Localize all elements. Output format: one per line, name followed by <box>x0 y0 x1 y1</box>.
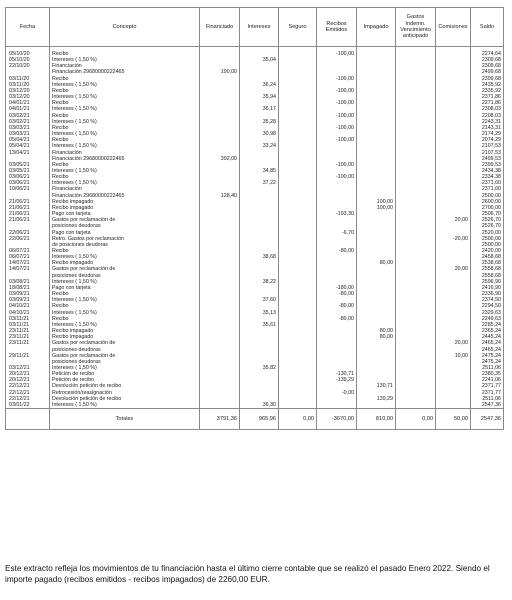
cell-fecha: 03/12/20 <box>6 94 50 100</box>
total-impagado: 810,00 <box>357 409 396 430</box>
cell-saldo: 2475,24 <box>471 353 504 359</box>
cell-seguro <box>279 402 317 409</box>
cell-fecha: 20/12/21 <box>6 377 50 383</box>
totals-label: Totales <box>50 409 200 430</box>
cell-fecha: 03/06/21 <box>6 180 50 186</box>
cell-saldo: 2416,90 <box>471 285 504 291</box>
cell-saldo: 2107,53 <box>471 150 504 156</box>
cell-concepto: Recibo <box>50 248 200 254</box>
cell-impagado <box>357 47 396 58</box>
cell-concepto: Financiación <box>50 150 200 156</box>
cell-financiado <box>200 47 240 58</box>
cell-concepto: Recibo <box>50 137 200 143</box>
cell-concepto: Intereses ( 1,50 %) <box>50 180 200 186</box>
cell-concepto: de posiciones deudoras <box>50 242 200 248</box>
cell-concepto: Financiación 29680000222465 <box>50 69 200 75</box>
cell-fecha: 05/10/20 <box>6 57 50 63</box>
cell-fecha: 22/10/20 <box>6 63 50 69</box>
cell-saldo: 2445,24 <box>471 334 504 340</box>
cell-concepto: Gastos por reclamación de <box>50 353 200 359</box>
cell-saldo: 2434,38 <box>471 168 504 174</box>
cell-saldo: 2500,00 <box>471 242 504 248</box>
cell-concepto: Financiación 29680000222465 <box>50 193 200 199</box>
cell-concepto: Intereses ( 1,50 %) <box>50 82 200 88</box>
cell-gastos <box>396 47 436 58</box>
cell-concepto: Intereses ( 1,50 %) <box>50 254 200 260</box>
cell-concepto: Pago con tarjeta <box>50 211 200 217</box>
cell-financiado: 190,00 <box>200 69 240 75</box>
cell-concepto: Recibo impagado <box>50 199 200 205</box>
cell-saldo: 2074,29 <box>471 137 504 143</box>
cell-intereses: 36,17 <box>240 106 279 112</box>
cell-saldo: 2526,70 <box>471 217 504 223</box>
cell-saldo: 2500,00 <box>471 193 504 199</box>
cell-fecha: 03/02/21 <box>6 113 50 119</box>
cell-saldo: 2600,00 <box>471 199 504 205</box>
cell-fecha: 21/06/21 <box>6 205 50 211</box>
cell-fecha: 03/03/21 <box>6 125 50 131</box>
cell-saldo: 2596,90 <box>471 279 504 285</box>
cell-saldo: 2499,53 <box>471 156 504 162</box>
cell-fecha: 03/11/20 <box>6 76 50 82</box>
cell-fecha: 03/11/21 <box>6 322 50 328</box>
cell-saldo: 2371,60 <box>471 186 504 192</box>
cell-fecha: 29/11/21 <box>6 353 50 359</box>
cell-concepto: Petición de recibo <box>50 377 200 383</box>
cell-fecha: 03/09/21 <box>6 291 50 297</box>
header-seguro: Seguro <box>279 8 317 47</box>
cell-saldo: 2506,70 <box>471 211 504 217</box>
cell-saldo: 2500,00 <box>471 236 504 242</box>
cell-intereses: 30,98 <box>240 131 279 137</box>
cell-fecha: 03/02/21 <box>6 119 50 125</box>
cell-recibos: -100,00 <box>317 162 357 168</box>
cell-comisiones: 20,00 <box>436 217 471 223</box>
cell-gastos <box>396 402 436 409</box>
cell-recibos: -80,00 <box>317 303 357 309</box>
cell-saldo: 2511,06 <box>471 396 504 402</box>
cell-saldo: 2274,64 <box>471 47 504 58</box>
cell-concepto: Financiación <box>50 186 200 192</box>
cell-concepto: Retrocesión/reasignación <box>50 390 200 396</box>
cell-intereses: 37,22 <box>240 180 279 186</box>
table-header-row <box>6 8 504 47</box>
cell-concepto: Recibo <box>50 174 200 180</box>
totals-row <box>6 409 504 430</box>
cell-concepto: Financiación 29680000222465 <box>50 156 200 162</box>
header-recibos-emitidos: Recibos Emitidos <box>317 8 357 47</box>
cell-recibos: -100,00 <box>317 137 357 143</box>
cell-saldo: 2143,31 <box>471 125 504 131</box>
cell-concepto: posiciones deudoras <box>50 273 200 279</box>
cell-saldo: 2294,50 <box>471 303 504 309</box>
cell-saldo: 2371,86 <box>471 94 504 100</box>
cell-comisiones <box>436 47 471 58</box>
cell-concepto: Recibo impagado <box>50 334 200 340</box>
cell-saldo: 2107,53 <box>471 143 504 149</box>
total-saldo: 2547,36 <box>471 409 504 430</box>
cell-saldo: 2558,68 <box>471 266 504 272</box>
cell-recibos: -100,00 <box>317 174 357 180</box>
cell-recibos: -180,00 <box>317 285 357 291</box>
cell-fecha: 05/04/21 <box>6 137 50 143</box>
cell-saldo: 2309,68 <box>471 57 504 63</box>
cell-saldo: 2241,06 <box>471 377 504 383</box>
cell-fecha: 10/06/21 <box>6 186 50 192</box>
cell-saldo: 2465,24 <box>471 340 504 346</box>
cell-intereses: 38,22 <box>240 279 279 285</box>
cell-recibos <box>317 402 357 409</box>
cell-concepto: Intereses ( 1,50 %) <box>50 310 200 316</box>
cell-fecha: 04/01/21 <box>6 106 50 112</box>
cell-fecha: 06/07/21 <box>6 254 50 260</box>
cell-saldo: 2700,00 <box>471 205 504 211</box>
cell-fecha: 22/12/21 <box>6 396 50 402</box>
cell-fecha: 22/12/21 <box>6 390 50 396</box>
cell-concepto: Petición de recibo <box>50 371 200 377</box>
cell-recibos: -130,71 <box>317 371 357 377</box>
cell-saldo: 2271,86 <box>471 100 504 106</box>
cell-recibos: -193,30 <box>317 211 357 217</box>
cell-concepto: Recibo <box>50 303 200 309</box>
cell-recibos: -80,00 <box>317 248 357 254</box>
cell-concepto: Devolución petición de recibo <box>50 396 200 402</box>
cell-concepto: Intereses ( 1,50 %) <box>50 402 200 409</box>
cell-intereses: 36,24 <box>240 82 279 88</box>
cell-recibos: -100,00 <box>317 47 357 58</box>
cell-saldo: 2435,92 <box>471 82 504 88</box>
cell-financiado: 128,40 <box>200 193 240 199</box>
cell-concepto: Intereses ( 1,50 %) <box>50 322 200 328</box>
header-gastos-indemn: Gastos Indemn. Vencimiento anticipado <box>396 8 436 47</box>
cell-saldo: 2465,24 <box>471 347 504 353</box>
cell-concepto: Intereses ( 1,50 %) <box>50 143 200 149</box>
cell-saldo: 2308,03 <box>471 106 504 112</box>
cell-saldo: 2335,92 <box>471 88 504 94</box>
cell-saldo: 2285,24 <box>471 322 504 328</box>
cell-recibos: -139,29 <box>317 377 357 383</box>
cell-intereses: 33,24 <box>240 143 279 149</box>
cell-concepto: Gastos por reclamación de <box>50 266 200 272</box>
cell-concepto: Recibo impagado <box>50 205 200 211</box>
total-intereses: 965,96 <box>240 409 279 430</box>
cell-fecha: 05/10/20 <box>6 47 50 58</box>
table-row <box>6 47 504 58</box>
cell-intereses: 35,61 <box>240 322 279 328</box>
cell-fecha: 22/06/21 <box>6 236 50 242</box>
cell-saldo: 2380,35 <box>471 371 504 377</box>
cell-fecha: 21/06/21 <box>6 211 50 217</box>
cell-fecha: 04/01/21 <box>6 100 50 106</box>
cell-concepto: Gastos por reclamación de <box>50 340 200 346</box>
cell-saldo: 2336,90 <box>471 291 504 297</box>
cell-fecha: 18/08/21 <box>6 285 50 291</box>
cell-intereses <box>240 47 279 58</box>
cell-fecha: 20/12/21 <box>6 371 50 377</box>
cell-fecha: 03/11/21 <box>6 316 50 322</box>
table-row <box>6 402 504 409</box>
cell-saldo: 2547,36 <box>471 402 504 409</box>
cell-fecha: 23/11/21 <box>6 340 50 346</box>
cell-concepto: Intereses ( 1,50 %) <box>50 279 200 285</box>
cell-recibos: -0,00 <box>317 390 357 396</box>
cell-intereses: 37,60 <box>240 297 279 303</box>
footnote: Este extracto refleja los movimientos de tu financiación hasta el último cierre contable que se realizó el pasado Enero 2022. Siendo el importe pagado (recibos emitidos - recibos impagados) de 2260,00 EUR. <box>5 564 490 584</box>
cell-concepto: Recibo <box>50 47 200 58</box>
cell-fecha: 03/12/21 <box>6 365 50 371</box>
cell-financiado <box>200 402 240 409</box>
cell-fecha: 03/06/21 <box>6 174 50 180</box>
cell-fecha: 06/07/21 <box>6 248 50 254</box>
cell-fecha: 03/01/22 <box>6 402 50 409</box>
cell-impagado: 130,71 <box>357 383 396 389</box>
cell-saldo: 2475,24 <box>471 359 504 365</box>
cell-financiado: 392,00 <box>200 156 240 162</box>
cell-saldo: 2520,00 <box>471 230 504 236</box>
cell-recibos: -100,00 <box>317 76 357 82</box>
cell-impagado: 80,00 <box>357 328 396 334</box>
header-impagado: Impagado <box>357 8 396 47</box>
cell-saldo: 2371,77 <box>471 383 504 389</box>
cell-fecha: 03/12/20 <box>6 88 50 94</box>
cell-fecha: 03/08/21 <box>6 279 50 285</box>
cell-saldo: 2458,68 <box>471 254 504 260</box>
total-financiado: 3791,36 <box>200 409 240 430</box>
cell-fecha: 03/05/21 <box>6 168 50 174</box>
cell-saldo: 2511,06 <box>471 365 504 371</box>
cell-concepto: Intereses ( 1,50 %) <box>50 119 200 125</box>
cell-saldo: 2399,53 <box>471 162 504 168</box>
cell-fecha: 23/11/21 <box>6 334 50 340</box>
cell-impagado: 139,29 <box>357 396 396 402</box>
cell-recibos: -80,00 <box>317 316 357 322</box>
cell-concepto: Intereses ( 1,50 %) <box>50 131 200 137</box>
cell-concepto: Intereses ( 1,50 %) <box>50 297 200 303</box>
cell-saldo: 2371,77 <box>471 390 504 396</box>
cell-impagado <box>357 402 396 409</box>
cell-fecha: 14/07/21 <box>6 260 50 266</box>
cell-seguro <box>279 47 317 58</box>
total-comisiones: 50,00 <box>436 409 471 430</box>
cell-saldo: 2374,50 <box>471 297 504 303</box>
cell-concepto: Recibo impagado <box>50 260 200 266</box>
cell-impagado: 80,00 <box>357 260 396 266</box>
cell-fecha: 22/12/21 <box>6 383 50 389</box>
cell-intereses: 35,94 <box>240 94 279 100</box>
cell-recibos: -100,00 <box>317 113 357 119</box>
cell-concepto: Intereses ( 1,50 %) <box>50 57 200 63</box>
cell-concepto: Recibo <box>50 88 200 94</box>
cell-recibos: -100,00 <box>317 100 357 106</box>
cell-recibos: -6,70 <box>317 230 357 236</box>
cell-recibos: -100,00 <box>317 125 357 131</box>
cell-concepto: Recibo <box>50 113 200 119</box>
header-saldo: Saldo <box>471 8 504 47</box>
cell-concepto: Recibo <box>50 76 200 82</box>
cell-impagado: 100,00 <box>357 205 396 211</box>
header-financiado: Financiado <box>200 8 240 47</box>
header-concepto: Concepto <box>50 8 200 47</box>
cell-comisiones: 10,00 <box>436 353 471 359</box>
cell-fecha: 13/04/21 <box>6 150 50 156</box>
cell-fecha: 21/06/21 <box>6 199 50 205</box>
cell-recibos: -100,00 <box>317 88 357 94</box>
cell-fecha: 04/10/21 <box>6 303 50 309</box>
cell-concepto: Intereses ( 1,50 %) <box>50 168 200 174</box>
cell-fecha: 04/10/21 <box>6 310 50 316</box>
header-fecha: Fecha <box>6 8 50 47</box>
cell-saldo: 2309,68 <box>471 63 504 69</box>
cell-saldo: 2399,68 <box>471 76 504 82</box>
total-seguro: 0,00 <box>279 409 317 430</box>
totals-spacer <box>6 409 50 430</box>
cell-concepto: Recibo impagado <box>50 328 200 334</box>
movements-table <box>5 7 504 430</box>
header-comisiones: Comisiones <box>436 8 471 47</box>
cell-fecha: 14/07/21 <box>6 266 50 272</box>
cell-saldo: 2420,00 <box>471 248 504 254</box>
cell-intereses: 35,04 <box>240 57 279 63</box>
cell-concepto: posiciones deudoras <box>50 223 200 229</box>
cell-saldo: 2243,31 <box>471 119 504 125</box>
cell-intereses: 34,85 <box>240 168 279 174</box>
cell-concepto: Intereses ( 1,50 %) <box>50 94 200 100</box>
cell-intereses: 36,30 <box>240 402 279 409</box>
cell-fecha: 03/09/21 <box>6 297 50 303</box>
cell-intereses: 35,13 <box>240 310 279 316</box>
cell-concepto: Intereses ( 1,50 %) <box>50 365 200 371</box>
cell-concepto: Retro. Gastos por reclamación <box>50 236 200 242</box>
cell-concepto: Devolución petición de recibo <box>50 383 200 389</box>
header-intereses: Intereses <box>240 8 279 47</box>
cell-concepto: Pago con tarjeta <box>50 230 200 236</box>
cell-concepto: Recibo <box>50 125 200 131</box>
cell-recibos: -80,00 <box>317 291 357 297</box>
cell-concepto: Recibo <box>50 316 200 322</box>
cell-saldo: 2558,68 <box>471 273 504 279</box>
cell-fecha: 03/03/21 <box>6 131 50 137</box>
total-gastos: 0,00 <box>396 409 436 430</box>
total-recibos: -3670,00 <box>317 409 357 430</box>
cell-comisiones <box>436 402 471 409</box>
cell-impagado: 80,00 <box>357 334 396 340</box>
cell-fecha: 03/05/21 <box>6 162 50 168</box>
cell-saldo: 2334,38 <box>471 174 504 180</box>
cell-saldo: 2365,24 <box>471 328 504 334</box>
table-body <box>6 47 504 409</box>
cell-fecha: 21/06/21 <box>6 217 50 223</box>
statement-sheet <box>5 7 503 430</box>
cell-comisiones: 20,00 <box>436 340 471 346</box>
cell-fecha: 03/11/20 <box>6 82 50 88</box>
cell-saldo: 2499,68 <box>471 69 504 75</box>
cell-intereses: 35,28 <box>240 119 279 125</box>
cell-fecha: 23/11/21 <box>6 328 50 334</box>
cell-concepto: Recibo <box>50 162 200 168</box>
cell-concepto: posiciones deudoras <box>50 347 200 353</box>
cell-saldo: 2526,70 <box>471 223 504 229</box>
cell-saldo: 2208,03 <box>471 113 504 119</box>
cell-saldo: 2538,68 <box>471 260 504 266</box>
cell-saldo: 2329,63 <box>471 310 504 316</box>
cell-saldo: 2249,63 <box>471 316 504 322</box>
cell-concepto: Intereses ( 1,50 %) <box>50 106 200 112</box>
cell-concepto: Financiación <box>50 63 200 69</box>
cell-concepto: Pago con tarjeta <box>50 285 200 291</box>
cell-saldo: 2371,60 <box>471 180 504 186</box>
cell-intereses: 35,82 <box>240 365 279 371</box>
cell-concepto: Recibo <box>50 100 200 106</box>
cell-concepto: Gastos por reclamación de <box>50 217 200 223</box>
cell-comisiones: 20,00 <box>436 266 471 272</box>
cell-fecha: 22/06/21 <box>6 230 50 236</box>
cell-concepto: Recibo <box>50 291 200 297</box>
cell-saldo: 2174,29 <box>471 131 504 137</box>
cell-impagado: 100,00 <box>357 199 396 205</box>
cell-intereses: 38,68 <box>240 254 279 260</box>
cell-comisiones: -20,00 <box>436 236 471 242</box>
cell-concepto: posiciones deudoras <box>50 359 200 365</box>
cell-fecha: 05/04/21 <box>6 143 50 149</box>
